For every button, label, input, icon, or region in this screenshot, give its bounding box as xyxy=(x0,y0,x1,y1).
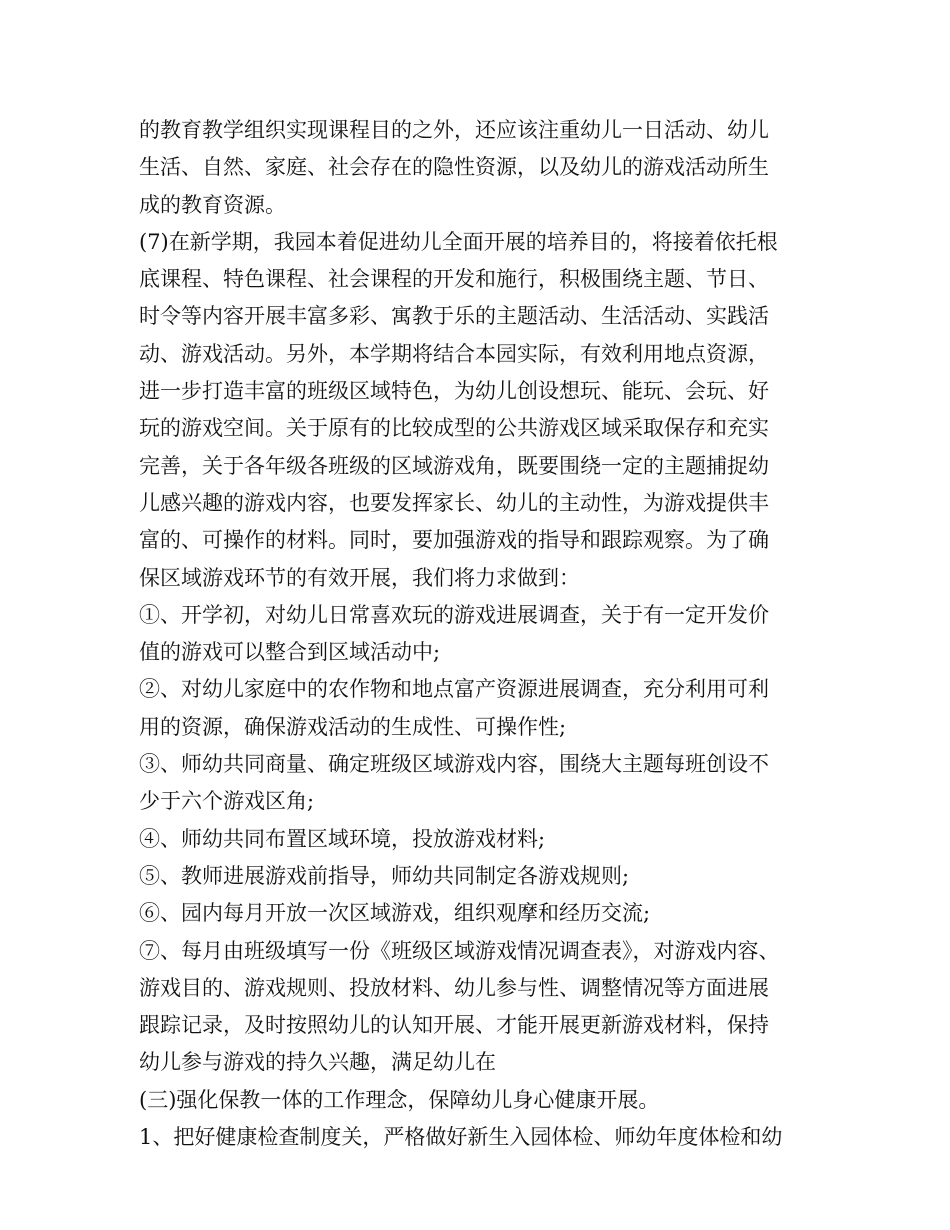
list-item-3: ③、师幼共同商量、确定班级区域游戏内容，围绕大主题每班创设不 xyxy=(139,752,769,777)
list-item-2: ②、对幼儿家庭中的农作物和地点富产资源进展调查，充分利用可利 xyxy=(139,677,769,702)
text-line: 用的资源，确保游戏活动的生成性、可操作性; xyxy=(139,714,567,739)
list-item-6: ⑥、园内每月开放一次区域游戏，组织观摩和经历交流; xyxy=(139,901,651,926)
text-line: 底课程、特色课程、社会课程的开发和施行，积极围绕主题、节日、 xyxy=(139,267,769,292)
text-line: 完善，关于各年级各班级的区域游戏角，既要围绕一定的主题捕捉幼 xyxy=(139,453,769,478)
text-line: 少于六个游戏区角; xyxy=(139,789,315,814)
text-line: 1、把好健康检查制度关，严格做好新生入园体检、师幼年度体检和幼 xyxy=(139,1125,783,1150)
text-line: 值的游戏可以整合到区域活动中; xyxy=(139,640,441,665)
text-line: 保区域游戏环节的有效开展，我们将力求做到： xyxy=(139,565,580,590)
list-item-1: ①、开学初，对幼儿日常喜欢玩的游戏进展调查，关于有一定开发价 xyxy=(139,602,769,627)
text-line: 儿感兴趣的游戏内容，也要发挥家长、幼儿的主动性，为游戏提供丰 xyxy=(139,490,769,515)
text-line: 进一步打造丰富的班级区域特色，为幼儿创设想玩、能玩、会玩、好 xyxy=(139,379,769,404)
text-line: 生活、自然、家庭、社会存在的隐性资源，以及幼儿的游戏活动所生 xyxy=(139,155,769,180)
list-item-5: ⑤、教师进展游戏前指导，师幼共同制定各游戏规则; xyxy=(139,863,630,888)
list-item-4: ④、师幼共同布置区域环境，投放游戏材料; xyxy=(139,826,546,851)
text-line: 动、游戏活动。另外，本学期将结合本园实际，有效利用地点资源， xyxy=(139,341,769,366)
text-line: 幼儿参与游戏的持久兴趣，满足幼儿在 xyxy=(139,1050,496,1075)
list-item-7: ⑦、每月由班级填写一份《班级区域游戏情况调查表》，对游戏内容、 xyxy=(139,938,780,963)
section-heading: (三)强化保教一体的工作理念，保障幼儿身心健康开展。 xyxy=(139,1087,660,1112)
text-line: 玩的游戏空间。关于原有的比较成型的公共游戏区域采取保存和充实 xyxy=(139,416,769,441)
text-line: 跟踪记录，及时按照幼儿的认知开展、才能开展更新游戏材料，保持 xyxy=(139,1013,769,1038)
text-line: 富的、可操作的材料。同时，要加强游戏的指导和跟踪观察。为了确 xyxy=(139,528,769,553)
text-line: 的教育教学组织实现课程目的之外，还应该注重幼儿一日活动、幼儿 xyxy=(139,118,769,142)
text-line: 时令等内容开展丰富多彩、寓教于乐的主题活动、生活活动、实践活 xyxy=(139,304,769,329)
text-line: 游戏目的、游戏规则、投放材料、幼儿参与性、调整情况等方面进展 xyxy=(139,975,769,1000)
text-line: 成的教育资源。 xyxy=(139,192,286,217)
text-line: (7)在新学期，我园本着促进幼儿全面开展的培养目的，将接着依托根 xyxy=(139,229,778,254)
body-text xyxy=(139,112,819,1156)
